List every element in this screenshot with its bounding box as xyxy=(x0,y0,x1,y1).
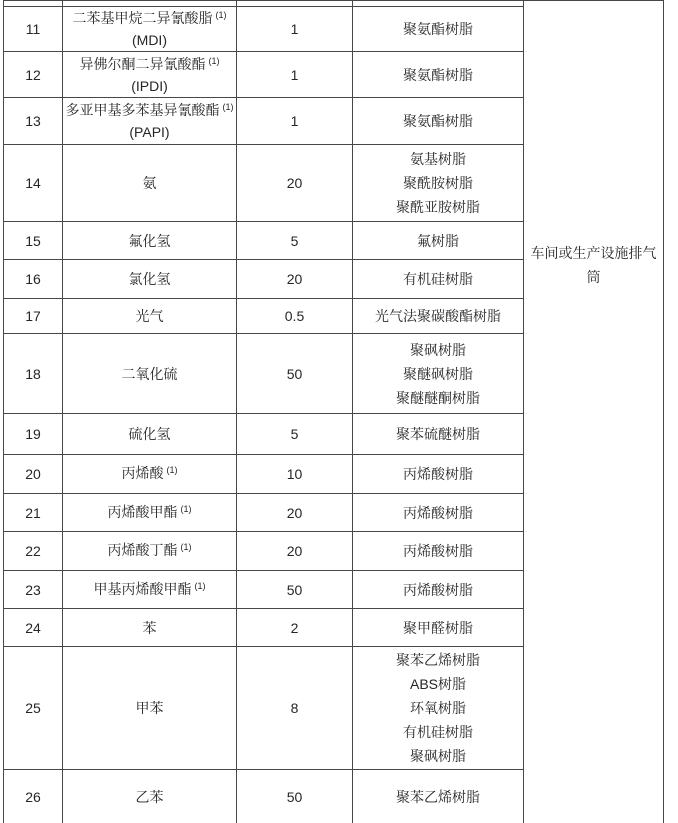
resin-item: 聚氨酯树脂 xyxy=(403,66,473,83)
row-number-cell: 14 xyxy=(4,145,63,222)
footnote-superscript: (1) xyxy=(166,465,178,475)
pollutant-name: 异佛尔酮二异氰酸酯 xyxy=(79,55,206,72)
pollutant-name: 光气 xyxy=(135,308,164,324)
resin-cell xyxy=(353,299,524,334)
pollutant-name: 丙烯酸 xyxy=(121,465,164,481)
resin-item: 丙烯酸树脂 xyxy=(403,543,473,559)
outlet-type-label: 车间或生产设施排气筒 xyxy=(530,245,657,285)
row-number-cell: 13 xyxy=(4,98,63,145)
resin-item: 聚苯乙烯树脂 xyxy=(396,652,480,668)
resin-item: ABS树脂 xyxy=(409,676,466,692)
resin-item: 聚甲醛树脂 xyxy=(403,619,473,636)
resin-cell xyxy=(353,532,524,571)
pollutant-name: 丙烯酸甲酯 xyxy=(107,503,178,520)
limit-cell: 1 xyxy=(237,52,353,98)
limit-cell: 10 xyxy=(237,455,353,494)
pollutant-name-cell xyxy=(63,7,237,52)
footnote-superscript: (1) xyxy=(194,580,206,591)
limit-cell: 50 xyxy=(237,571,353,609)
resin-item: 光气法聚碳酸酯树脂 xyxy=(375,308,501,324)
row-number-cell: 25 xyxy=(4,647,63,770)
pollutant-name-cell xyxy=(63,455,237,494)
resin-cell xyxy=(353,52,524,98)
pollutant-name: 二氧化硫 xyxy=(121,365,178,382)
resin-item: 氨基树脂 xyxy=(410,151,466,167)
footnote-superscript: (1) xyxy=(208,55,220,66)
row-number-cell: 16 xyxy=(4,260,63,299)
row-number-cell: 11 xyxy=(4,7,63,52)
resin-item: 聚酰亚胺树脂 xyxy=(396,199,480,215)
resin-cell xyxy=(353,7,524,52)
pollutant-name-cell xyxy=(63,52,237,98)
resin-item: 有机硅树脂 xyxy=(403,724,473,740)
limit-cell: 1 xyxy=(237,7,353,52)
pollutant-name-cell xyxy=(63,222,237,260)
pollutant-name-cell xyxy=(63,609,237,647)
footnote-superscript: (1) xyxy=(222,102,234,112)
resin-cell xyxy=(353,414,524,455)
row-number-cell: 23 xyxy=(4,571,63,609)
row-number-cell: 12 xyxy=(4,52,63,98)
resin-cell xyxy=(353,145,524,222)
limit-cell: 20 xyxy=(237,145,353,222)
pollutant-name: 硫化氢 xyxy=(128,426,171,442)
pollutant-name: 氟化氢 xyxy=(128,232,171,249)
resin-item: 环氧树脂 xyxy=(410,700,466,716)
resin-cell xyxy=(353,455,524,494)
resin-cell xyxy=(353,98,524,145)
resin-cell xyxy=(353,609,524,647)
pollutant-abbr: (MDI) xyxy=(132,32,167,48)
pollutant-name: 乙苯 xyxy=(135,788,164,805)
pollutant-name-cell xyxy=(63,414,237,455)
row-number-cell: 17 xyxy=(4,299,63,334)
resin-cell xyxy=(353,494,524,532)
resin-item: 聚酰胺树脂 xyxy=(403,175,473,191)
row-number-cell: 24 xyxy=(4,609,63,647)
pollutant-name-cell xyxy=(63,334,237,414)
row-number-cell: 19 xyxy=(4,414,63,455)
limit-cell: 1 xyxy=(237,98,353,145)
pollutant-abbr: (PAPI) xyxy=(129,124,170,140)
limit-cell: 5 xyxy=(237,414,353,455)
limit-cell: 5 xyxy=(237,222,353,260)
row-number-cell: 20 xyxy=(4,455,63,494)
pollutant-name-cell xyxy=(63,145,237,222)
resin-cell xyxy=(353,222,524,260)
pollutants-table xyxy=(3,0,664,823)
resin-item: 聚砜树脂 xyxy=(410,341,466,358)
footnote-superscript: (1) xyxy=(215,10,227,20)
row-number-cell: 22 xyxy=(4,532,63,571)
resin-item: 氟树脂 xyxy=(417,232,459,249)
pollutant-name-cell xyxy=(63,532,237,571)
pollutant-name: 二苯基甲烷二异氰酸脂 xyxy=(72,10,213,26)
resin-cell xyxy=(353,260,524,299)
row-number-cell: 21 xyxy=(4,494,63,532)
limit-cell: 50 xyxy=(237,770,353,823)
resin-item: 聚苯乙烯树脂 xyxy=(396,788,480,805)
resin-item: 丙烯酸树脂 xyxy=(403,581,473,598)
pollutant-name: 甲基丙烯酸甲酯 xyxy=(93,580,192,597)
limit-cell: 0.5 xyxy=(237,299,353,334)
footnote-superscript: (1) xyxy=(180,542,192,552)
resin-item: 丙烯酸树脂 xyxy=(403,466,473,482)
pollutant-name-cell xyxy=(63,98,237,145)
resin-cell xyxy=(353,647,524,770)
pollutant-name: 甲苯 xyxy=(135,700,164,716)
pollutant-name: 氨 xyxy=(142,175,157,191)
resin-item: 聚氨酯树脂 xyxy=(403,113,473,129)
resin-item: 聚醚醚酮树脂 xyxy=(396,389,480,406)
resin-item: 有机硅树脂 xyxy=(403,271,473,287)
pollutant-name-cell xyxy=(63,647,237,770)
pollutant-name: 氯化氢 xyxy=(128,271,171,287)
limit-cell: 20 xyxy=(237,260,353,299)
pollutant-name-cell xyxy=(63,299,237,334)
limit-cell: 2 xyxy=(237,609,353,647)
outlet-merged-cell xyxy=(524,1,664,823)
limit-cell: 20 xyxy=(237,532,353,571)
pollutant-name: 丙烯酸丁酯 xyxy=(107,542,178,558)
limit-cell: 8 xyxy=(237,647,353,770)
resin-item: 丙烯酸树脂 xyxy=(403,504,473,521)
pollutant-name-cell xyxy=(63,260,237,299)
limit-cell: 20 xyxy=(237,494,353,532)
pollutant-name-cell xyxy=(63,571,237,609)
resin-item: 聚砜树脂 xyxy=(410,748,466,764)
row-number-cell: 15 xyxy=(4,222,63,260)
limit-cell: 50 xyxy=(237,334,353,414)
row-number-cell: 26 xyxy=(4,770,63,823)
pollutant-abbr: (IPDI) xyxy=(131,77,168,94)
resin-item: 聚氨酯树脂 xyxy=(403,21,473,37)
pollutant-name: 苯 xyxy=(142,619,157,636)
resin-cell xyxy=(353,571,524,609)
pollutant-name-cell xyxy=(63,494,237,532)
resin-item: 聚苯硫醚树脂 xyxy=(396,426,480,442)
resin-cell xyxy=(353,334,524,414)
footnote-superscript: (1) xyxy=(180,503,192,514)
pollutant-name: 多亚甲基多苯基异氰酸酯 xyxy=(65,102,220,118)
resin-cell xyxy=(353,770,524,823)
pollutant-name-cell xyxy=(63,770,237,823)
resin-item: 聚醚砜树脂 xyxy=(403,365,473,382)
row-number-cell: 18 xyxy=(4,334,63,414)
